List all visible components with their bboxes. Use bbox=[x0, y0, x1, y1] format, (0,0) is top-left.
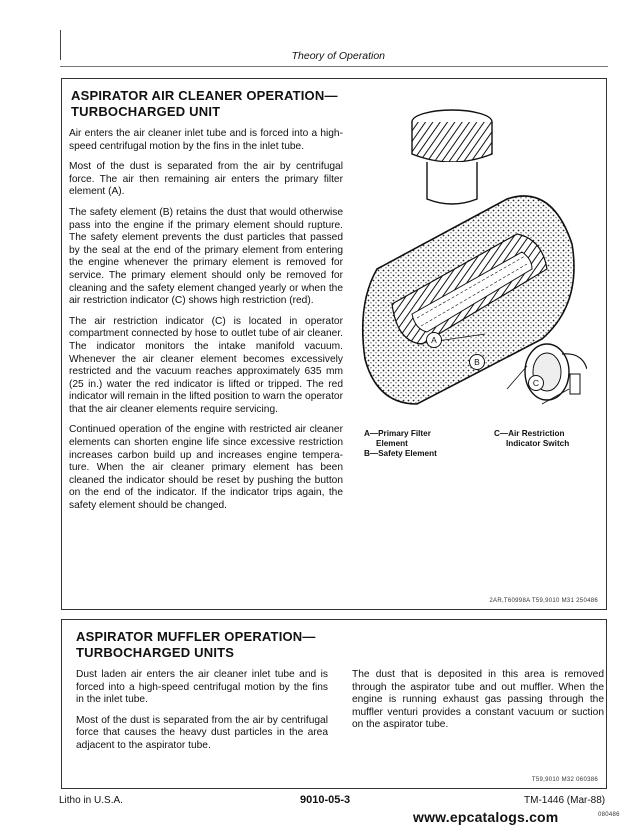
paragraph: Dust laden air enters the air cleaner inlet tube and is forced into a high-speed centrifugal motion by the fins in the inlet tube. bbox=[76, 669, 328, 706]
caption-indicator-switch bbox=[494, 429, 569, 449]
section-aspirator-muffler bbox=[61, 619, 607, 789]
section-title bbox=[71, 88, 338, 120]
caption-a-line1: A—Primary Filter bbox=[364, 429, 431, 438]
section-title-line1: ASPIRATOR AIR CLEANER OPERATION— bbox=[71, 88, 338, 103]
inlet-cap-body bbox=[412, 122, 492, 162]
caption-a-line2: Element bbox=[376, 439, 408, 448]
paragraph: The safety element (B) retains the dust that would otherwise pass into the engine if the primary element should rupture. The safety element prevents the dust particles that passed by the seal at the end of the primary element from entering the engine whenever the primary element is removed for service. The primary element should only be removed for cleaning and the safety element changed yearly or when the air restriction indicator (C) shows high restriction (red). bbox=[69, 206, 343, 307]
caption-c-line1: C—Air Restriction bbox=[494, 429, 565, 438]
paragraph: Most of the dust is separated from the air by centrifugal force that causes the heavy dust particles in the area adjacent to the aspirator tube. bbox=[76, 714, 328, 751]
section-title bbox=[76, 629, 316, 661]
figure-reference: 2AR,T60998A T59,9010 M31 250486 bbox=[489, 598, 598, 604]
callout-c: C bbox=[528, 375, 544, 391]
section-right-column bbox=[352, 669, 604, 740]
section-title-line1: ASPIRATOR MUFFLER OPERATION— bbox=[76, 629, 316, 644]
footer-litho: Litho in U.S.A. bbox=[59, 795, 123, 806]
callout-b: B bbox=[469, 354, 485, 370]
section-left-column bbox=[76, 669, 328, 761]
callout-a: A bbox=[426, 332, 442, 348]
paragraph: Most of the dust is separated from the air by centrifugal force. The air then remaining air enters the primary filter element (A). bbox=[69, 161, 343, 198]
paragraph: Air enters the air cleaner inlet tube and is forced into a high-speed centrifugal motion by the fins in the inlet tube. bbox=[69, 128, 343, 152]
paragraph: Continued operation of the engine with restricted air cleaner elements can shorten engine life since excessive restriction increases carbon build up and increases engine tempera-ture. When the air cleaner primary element has been cleaned the indicator should be reset by pushing the button on the end of the indicator. If the indicator trips again, the safety element should be changed. bbox=[69, 424, 343, 512]
section-title-line2: TURBOCHARGED UNIT bbox=[71, 104, 221, 119]
footer-tiny-ref: 080486 bbox=[598, 812, 620, 818]
section-title-line2: TURBOCHARGED UNITS bbox=[76, 645, 235, 660]
section-reference: T59,9010 M32 060386 bbox=[531, 777, 598, 783]
header-rule bbox=[60, 66, 608, 67]
caption-primary-filter bbox=[364, 429, 437, 459]
paragraph: The air restriction indicator (C) is located in operator compartment connected by hose to outlet tube of air cleaner. The indicator monitors the intake manifold vacuum. Whenever the air cleaner element becomes excessively restricted and the vacuum reaches approximately 635 mm (25 in.) water the red indicator is lifted or tripped. The red indicator will remain in the lifted position to warn the operator that the air cleaner elements require servicing. bbox=[69, 315, 343, 415]
paragraph: The dust that is deposited in this area is removed through the aspirator tube and out muffler. When the engine is running exhaust gas passing through the muffler venturi provides a constant vacuum or suction on the aspirator tube. bbox=[352, 669, 604, 731]
footer-manual-id: TM-1446 (Mar-88) bbox=[524, 795, 606, 806]
section-body bbox=[69, 128, 343, 521]
section-air-cleaner bbox=[61, 78, 607, 610]
watermark-link[interactable]: www.epcatalogs.com bbox=[413, 809, 559, 825]
caption-b: B—Safety Element bbox=[364, 449, 437, 458]
caption-c-line2: Indicator Switch bbox=[506, 439, 570, 448]
page-header-title: Theory of Operation bbox=[291, 50, 385, 62]
indicator-switch bbox=[570, 374, 580, 394]
footer-page-number: 9010-05-3 bbox=[300, 794, 351, 806]
air-cleaner-cutaway-illustration bbox=[357, 104, 587, 424]
